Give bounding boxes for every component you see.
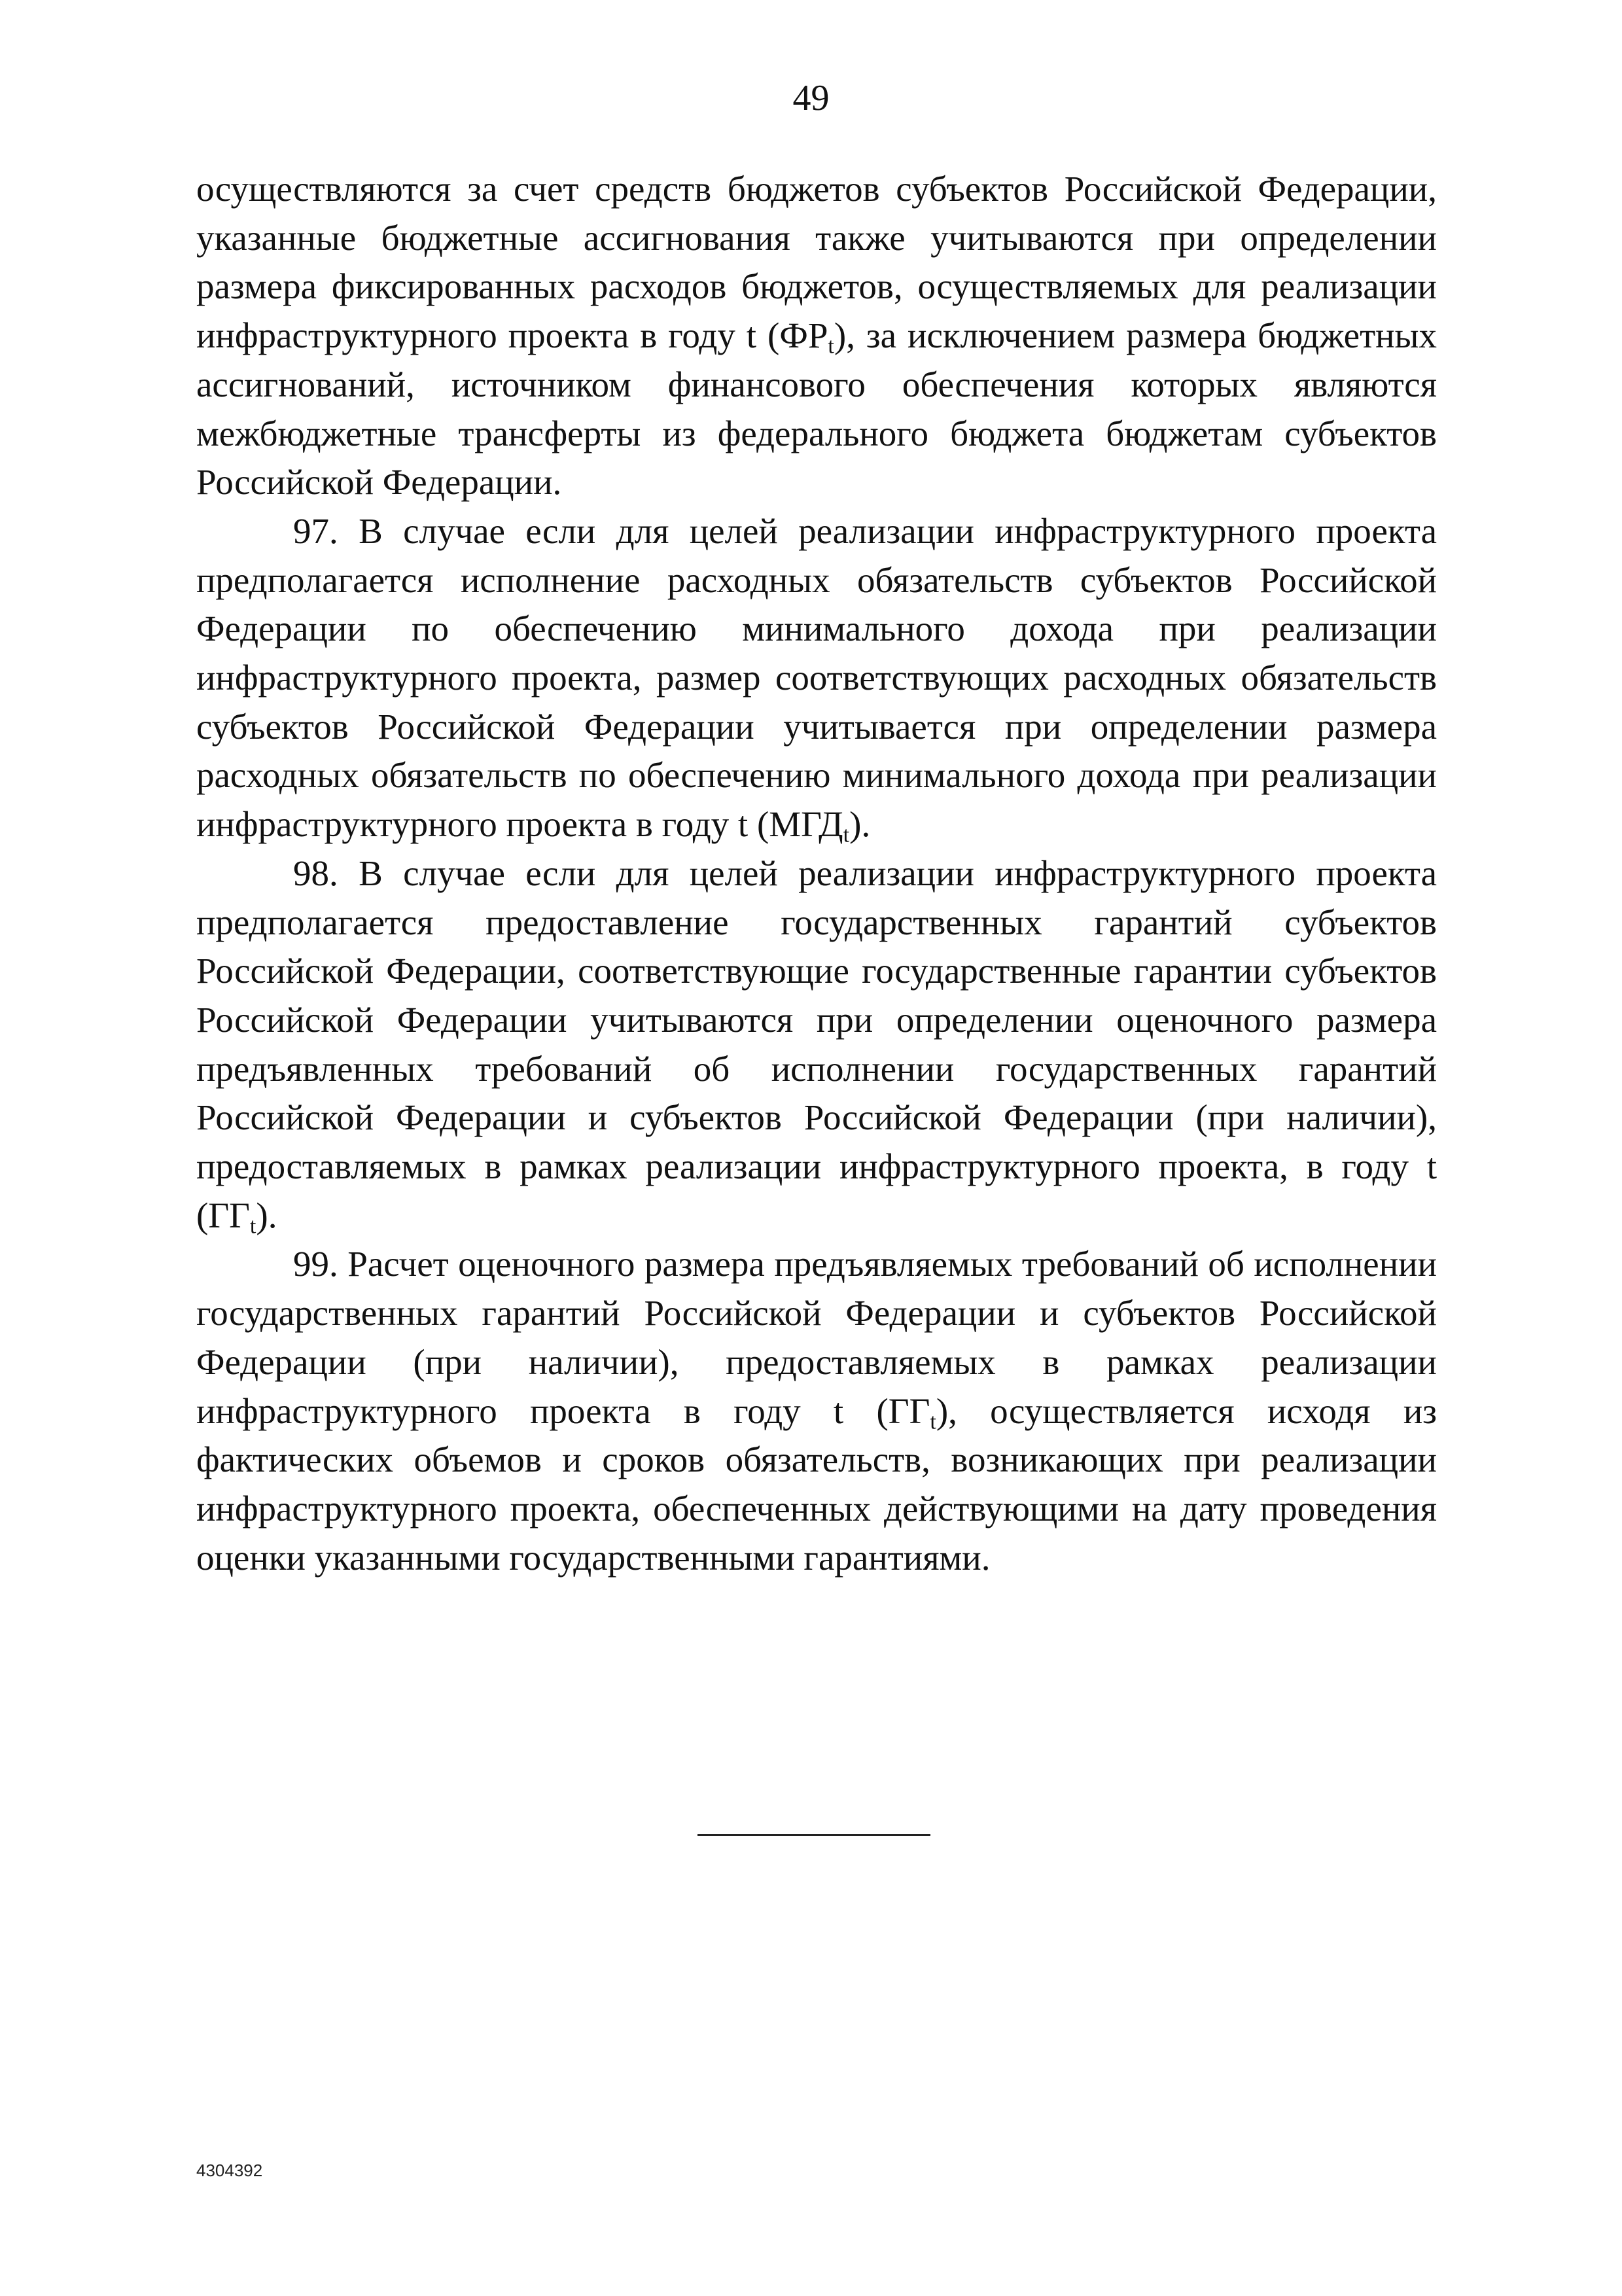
formula-symbol-subscript: t — [930, 1409, 936, 1434]
paragraph-97 — [196, 507, 1437, 849]
formula-symbol-gg — [888, 1390, 936, 1434]
formula-symbol-base: ФР — [779, 315, 828, 356]
paragraph-text-after: ). — [849, 804, 871, 845]
paragraph-text-after: ), за исключением размера бюджетных ассигнований, источником финансового обеспечения которых являются межбюджетные трансферты из федерального бюджета бюджетам субъектов Российской Федерации. — [196, 315, 1437, 503]
formula-symbol-base: ГГ — [208, 1195, 250, 1235]
formula-symbol-fr — [779, 315, 834, 359]
paragraph-98 — [196, 849, 1437, 1241]
end-separator-line — [697, 1834, 930, 1836]
formula-symbol-subscript: t — [249, 1214, 256, 1239]
paragraph-text-before: осуществляются за счет средств бюджетов субъектов Российской Федерации, указанные бюджетные ассигнования также учитываются при определении размера фиксированных расходов бюджетов, осуществляемых для реализации инфраструктурного проекта в году t ( — [196, 169, 1437, 356]
formula-symbol-gg — [208, 1195, 256, 1239]
paragraph-continued — [196, 165, 1437, 507]
formula-symbol-base: МГД — [769, 804, 843, 845]
paragraph-text-after: ). — [256, 1195, 277, 1235]
document-code: 4304392 — [196, 2161, 263, 2180]
paragraph-number: 99. — [293, 1244, 348, 1284]
page-number: 49 — [792, 78, 830, 118]
formula-symbol-base: ГГ — [888, 1390, 930, 1431]
paragraph-99 — [196, 1240, 1437, 1582]
paragraph-number: 98. — [293, 853, 359, 893]
paragraph-text-after: ), осуществляется исходя из фактических объемов и сроков обязательств, возникающих при реализации инфраструктурного проекта, обеспеченных действующими на дату проведения оценки указанными государственными гарантиями. — [196, 1390, 1437, 1578]
formula-symbol-subscript: t — [828, 334, 834, 359]
paragraph-text-before: В случае если для целей реализации инфраструктурного проекта предполагается исполнение расходных обязательств субъектов Российской Федерации по обеспечению минимального дохода при реализации инфраструктурного проекта, размер соответствующих расходных обязательств субъектов Российской Федерации учитывается при определении размера расходных обязательств по обеспечению минимального дохода при реализации инфраструктурного проекта в году t ( — [196, 510, 1437, 845]
paragraph-text-before: В случае если для целей реализации инфраструктурного проекта предполагается предоставление государственных гарантий субъектов Российской Федерации, соответствующие государственные гарантии субъектов Российской Федерации учитываются при определении оценочного размера предъявленных требований об исполнении государственных гарантий Российской Федерации и субъектов Российской Федерации (при наличии), предоставляемых в рамках реализации инфраструктурного проекта, в году t ( — [196, 853, 1437, 1235]
document-body — [196, 165, 1437, 1582]
paragraph-text-before: Расчет оценочного размера предъявляемых требований об исполнении государственных гарантий Российской Федерации и субъектов Российской Федерации (при наличии), предоставляемых в рамках реализации инфраструктурного проекта в году t ( — [196, 1244, 1437, 1431]
formula-symbol-mgd — [769, 804, 850, 847]
formula-symbol-subscript: t — [843, 822, 850, 847]
paragraph-number: 97. — [293, 510, 359, 551]
